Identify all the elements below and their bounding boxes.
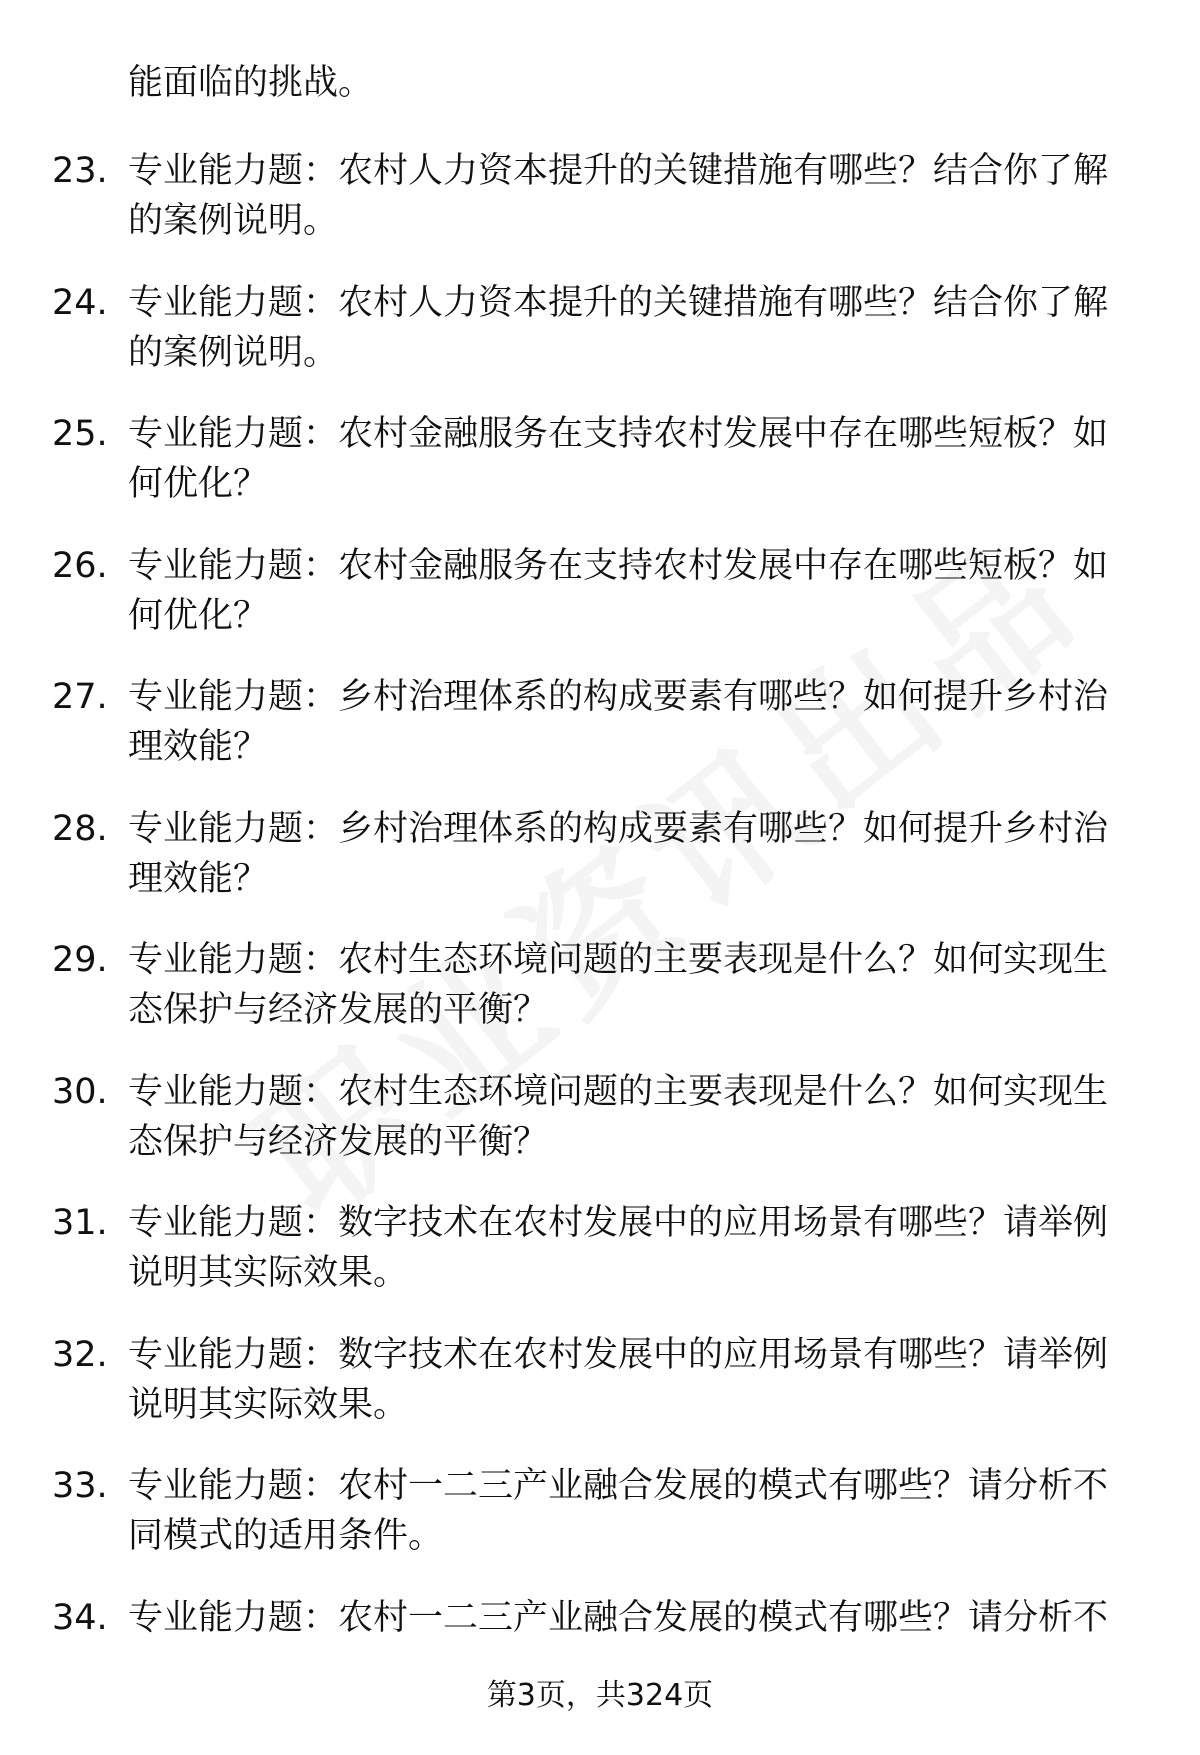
question-text: 专业能力题：农村一二三产业融合发展的模式有哪些？请分析不 (128, 1597, 1109, 1638)
question-number: 34. (52, 1597, 108, 1638)
question-item (0, 1461, 1200, 1593)
question-item (0, 935, 1200, 1067)
continuation-text: 能面临的挑战。 (128, 63, 374, 103)
question-item (0, 1067, 1200, 1199)
question-number: 33. (52, 1466, 108, 1506)
question-number: 31. (52, 1203, 108, 1243)
question-item (0, 672, 1200, 804)
question-item (0, 278, 1200, 410)
question-text: 专业能力题：农村人力资本提升的关键措施有哪些？结合你了解的案例说明。 (128, 151, 1109, 241)
question-number: 26. (52, 545, 108, 586)
question-text: 专业能力题：农村金融服务在支持农村发展中存在哪些短板？如何优化？ (128, 414, 1109, 504)
question-text: 专业能力题：农村生态环境问题的主要表现是什么？如何实现生态保护与经济发展的平衡？ (128, 940, 1109, 1030)
question-number: 32. (52, 1334, 108, 1375)
question-text: 专业能力题：乡村治理体系的构成要素有哪些？如何提升乡村治理效能？ (128, 808, 1109, 899)
question-text: 专业能力题：乡村治理体系的构成要素有哪些？如何提升乡村治理效能？ (128, 677, 1109, 767)
question-number: 27. (52, 677, 108, 717)
question-number: 23. (52, 151, 108, 191)
question-item (0, 541, 1200, 673)
question-item (0, 1330, 1200, 1462)
question-text: 专业能力题：数字技术在农村发展中的应用场景有哪些？请举例说明其实际效果。 (128, 1203, 1109, 1293)
question-text: 专业能力题：农村金融服务在支持农村发展中存在哪些短板？如何优化？ (128, 545, 1109, 636)
question-number: 28. (52, 808, 108, 849)
question-text: 专业能力题：农村一二三产业融合发展的模式有哪些？请分析不同模式的适用条件。 (128, 1466, 1109, 1556)
question-item (0, 1198, 1200, 1330)
question-number: 30. (52, 1071, 108, 1112)
page-footer: 第3页，共324页 (486, 1678, 714, 1713)
question-number: 29. (52, 940, 108, 980)
question-number: 24. (52, 282, 108, 323)
question-item (0, 146, 1200, 278)
question-text: 专业能力题：农村生态环境问题的主要表现是什么？如何实现生态保护与经济发展的平衡？ (128, 1071, 1109, 1162)
question-text: 专业能力题：农村人力资本提升的关键措施有哪些？结合你了解的案例说明。 (128, 282, 1109, 373)
question-list (0, 146, 1200, 1724)
question-item (0, 804, 1200, 936)
question-text: 专业能力题：数字技术在农村发展中的应用场景有哪些？请举例说明其实际效果。 (128, 1334, 1109, 1425)
question-number: 25. (52, 414, 108, 454)
question-item (0, 409, 1200, 541)
